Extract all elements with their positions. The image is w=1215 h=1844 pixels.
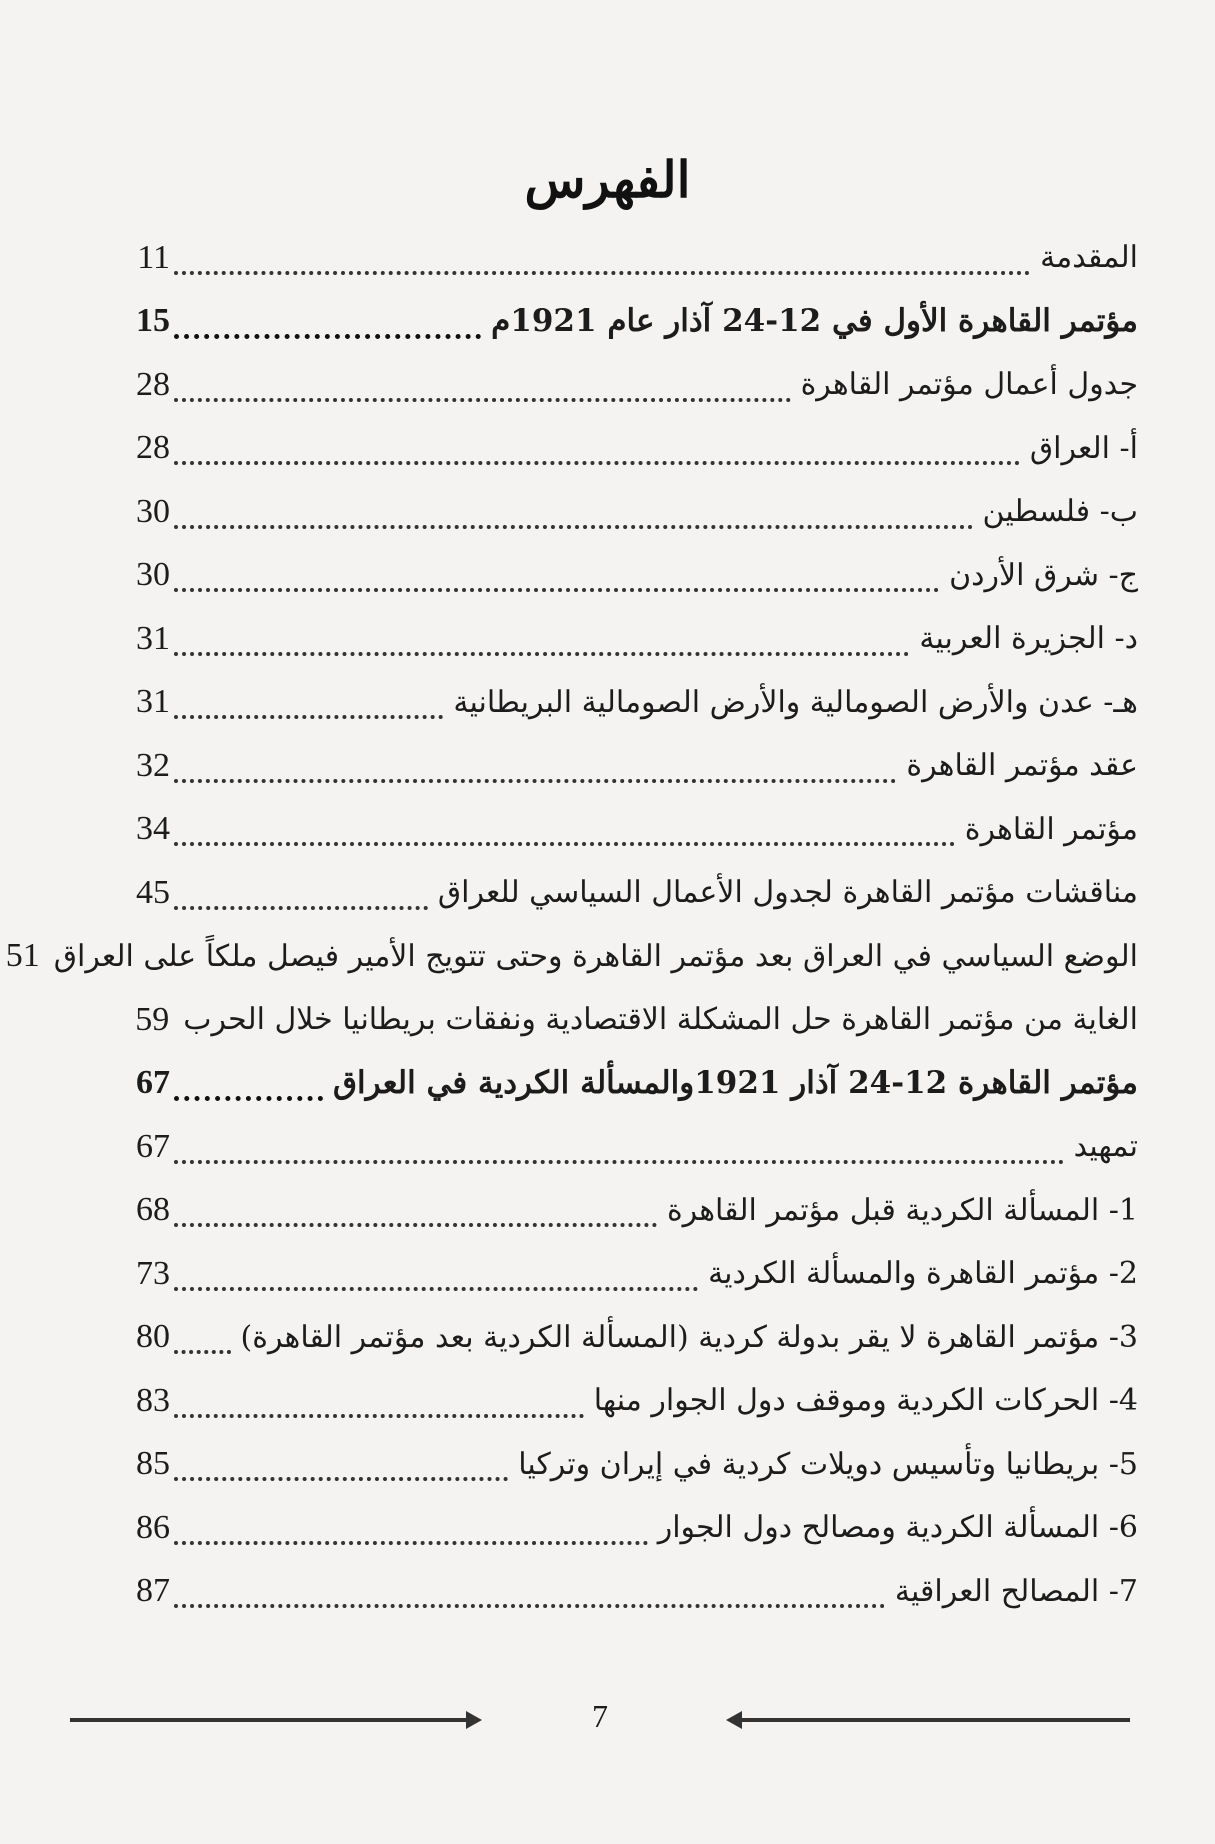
dot-leader bbox=[174, 1447, 508, 1481]
toc-entry-title: جدول أعمال مؤتمر القاهرة bbox=[800, 367, 1138, 403]
toc-entry bbox=[118, 798, 1138, 862]
dot-leader bbox=[174, 1130, 1064, 1164]
dot-leader bbox=[174, 749, 896, 783]
dot-leader bbox=[174, 1066, 323, 1101]
toc-entry-page-number: 30 bbox=[136, 556, 170, 594]
toc-entry bbox=[118, 226, 1138, 290]
toc-entry-page-number: 51 bbox=[5, 937, 40, 975]
toc-entry bbox=[118, 861, 1138, 925]
toc-entry-page-number: 45 bbox=[136, 873, 170, 911]
toc-entry-page-number: 28 bbox=[136, 429, 170, 467]
toc-entry-title: الوضع السياسي في العراق بعد مؤتمر القاهرة وحتى تتويج الأمير فيصل ملكاً على العراق bbox=[53, 938, 1138, 974]
table-of-contents bbox=[5, 226, 1138, 1623]
toc-entry-title: هـ- عدن والأرض الصومالية والأرض الصومالية البريطانية bbox=[453, 684, 1138, 720]
toc-entry bbox=[5, 925, 1138, 989]
toc-entry-title: 1- المسألة الكردية قبل مؤتمر القاهرة bbox=[666, 1192, 1138, 1228]
dot-leader bbox=[174, 495, 973, 529]
toc-entry-title: تمهيد bbox=[1073, 1129, 1138, 1165]
toc-entry-page-number: 31 bbox=[136, 683, 170, 721]
toc-entry bbox=[118, 1179, 1138, 1243]
toc-entry-page-number: 73 bbox=[136, 1254, 170, 1292]
toc-entry-title: الغاية من مؤتمر القاهرة حل المشكلة الاقتصادية ونفقات بريطانيا خلال الحرب bbox=[183, 1002, 1138, 1038]
dot-leader bbox=[174, 304, 481, 339]
toc-entry-page-number: 32 bbox=[136, 746, 170, 784]
dot-leader bbox=[174, 685, 443, 719]
toc-entry-title: مؤتمر القاهرة bbox=[964, 811, 1138, 847]
dot-leader bbox=[174, 1320, 231, 1354]
toc-entry-title: المقدمة bbox=[1040, 240, 1138, 276]
toc-entry-title: 6- المسألة الكردية ومصالح دول الجوار bbox=[657, 1510, 1138, 1546]
toc-entry bbox=[118, 417, 1138, 481]
toc-entry-page-number: 59 bbox=[135, 1000, 170, 1038]
toc-entry-page-number: 67 bbox=[136, 1064, 170, 1102]
toc-entry-page-number: 34 bbox=[136, 810, 170, 848]
dot-leader bbox=[174, 812, 955, 846]
toc-entry bbox=[118, 607, 1138, 671]
toc-entry bbox=[118, 1242, 1138, 1306]
page-title: الفهرس bbox=[524, 150, 691, 209]
toc-entry-page-number: 11 bbox=[137, 238, 170, 276]
toc-entry-title: 2- مؤتمر القاهرة والمسألة الكردية bbox=[708, 1256, 1138, 1292]
dot-leader bbox=[174, 1511, 648, 1545]
toc-entry bbox=[118, 544, 1138, 608]
dot-leader bbox=[174, 241, 1030, 275]
toc-entry bbox=[118, 480, 1138, 544]
toc-entry-page-number: 86 bbox=[136, 1508, 170, 1546]
toc-entry bbox=[118, 1433, 1138, 1497]
toc-entry-title: 5- بريطانيا وتأسيس دويلات كردية في إيران وتركيا bbox=[518, 1446, 1138, 1482]
toc-entry-title: د- الجزيرة العربية bbox=[919, 621, 1138, 657]
toc-entry-title: مؤتمر القاهرة 12-24 آذار 1921والمسألة الكردية في العراق bbox=[332, 1065, 1138, 1102]
toc-entry-page-number: 85 bbox=[136, 1445, 170, 1483]
toc-entry-title: 4- الحركات الكردية وموقف دول الجوار منها bbox=[593, 1383, 1138, 1419]
dot-leader bbox=[174, 1193, 657, 1227]
toc-entry-title: 3- مؤتمر القاهرة لا يقر بدولة كردية (المسألة الكردية بعد مؤتمر القاهرة) bbox=[240, 1319, 1138, 1355]
toc-entry-title: مؤتمر القاهرة الأول في 12-24 آذار عام 1921م bbox=[491, 303, 1138, 340]
toc-entry-page-number: 67 bbox=[136, 1127, 170, 1165]
toc-entry bbox=[118, 353, 1138, 417]
dot-leader bbox=[174, 1257, 698, 1291]
toc-entry-title: 7- المصالح العراقية bbox=[894, 1573, 1138, 1609]
toc-entry-page-number: 30 bbox=[136, 492, 170, 530]
toc-entry-title: ج- شرق الأردن bbox=[949, 557, 1138, 593]
toc-entry bbox=[118, 1052, 1138, 1116]
dot-leader bbox=[174, 558, 939, 592]
toc-entry-page-number: 68 bbox=[136, 1191, 170, 1229]
toc-entry-title: أ- العراق bbox=[1029, 430, 1138, 466]
toc-entry bbox=[118, 734, 1138, 798]
toc-entry bbox=[118, 1306, 1138, 1370]
toc-entry-title: مناقشات مؤتمر القاهرة لجدول الأعمال السياسي للعراق bbox=[437, 875, 1138, 911]
toc-entry-title: عقد مؤتمر القاهرة bbox=[906, 748, 1138, 784]
toc-entry bbox=[118, 1560, 1138, 1624]
dot-leader bbox=[174, 622, 909, 656]
toc-entry-page-number: 87 bbox=[136, 1572, 170, 1610]
page-number: 7 bbox=[592, 1698, 608, 1734]
toc-entry bbox=[118, 1115, 1138, 1179]
dot-leader bbox=[174, 431, 1020, 465]
toc-entry bbox=[118, 671, 1138, 735]
page-footer bbox=[70, 1694, 1130, 1744]
dot-leader bbox=[174, 1384, 584, 1418]
toc-entry bbox=[118, 988, 1138, 1052]
toc-entry-page-number: 15 bbox=[136, 302, 170, 340]
left-arrow-ornament bbox=[730, 1718, 1130, 1722]
dot-leader bbox=[174, 1574, 885, 1608]
toc-entry bbox=[118, 290, 1138, 354]
toc-entry-page-number: 83 bbox=[136, 1381, 170, 1419]
toc-entry-page-number: 80 bbox=[136, 1318, 170, 1356]
dot-leader bbox=[174, 368, 791, 402]
toc-entry-title: ب- فلسطين bbox=[982, 494, 1138, 530]
toc-entry-page-number: 31 bbox=[136, 619, 170, 657]
dot-leader bbox=[174, 876, 428, 910]
toc-entry bbox=[118, 1496, 1138, 1560]
toc-entry-page-number: 28 bbox=[136, 365, 170, 403]
toc-entry bbox=[118, 1369, 1138, 1433]
